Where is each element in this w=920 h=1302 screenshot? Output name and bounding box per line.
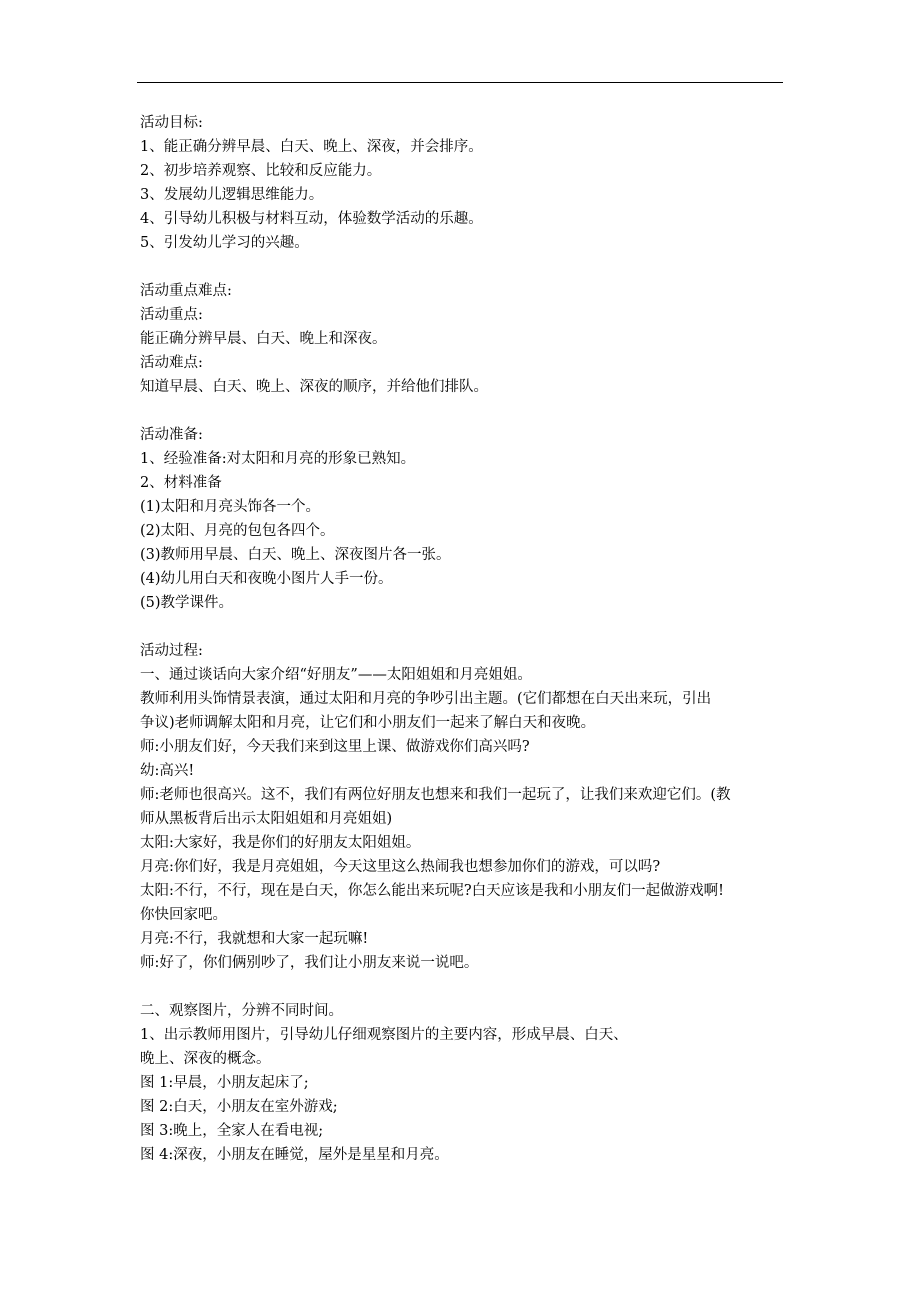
section-activity-goals [140,111,790,255]
paragraph-spacer [140,615,790,639]
text-line: 5、引发幼儿学习的兴趣。 [140,235,309,251]
text-line: 活动难点: [140,355,203,371]
document-body [140,111,790,1167]
text-line: 图 3:晚上，全家人在看电视; [140,1123,324,1139]
text-line: 争议)老师调解太阳和月亮，让它们和小朋友们一起来了解白天和夜晚。 [140,715,596,731]
text-line: 2、初步培养观察、比较和反应能力。 [140,163,382,179]
header-rule [137,82,783,83]
text-line: 1、出示教师用图片，引导幼儿仔细观察图片的主要内容，形成早晨、白天、 [140,1027,628,1043]
text-line: 师从黑板背后出示太阳姐姐和月亮姐姐) [140,811,393,827]
text-line: 能正确分辨早晨、白天、晚上和深夜。 [140,331,387,347]
text-line: 晚上、深夜的概念。 [140,1051,271,1067]
section-heading: 活动重点难点: [140,283,232,299]
section-heading: 活动过程: [140,643,203,659]
section-process [140,639,790,975]
paragraph-spacer [140,399,790,423]
text-line: 知道早晨、白天、晚上、深夜的顺序，并给他们排队。 [140,379,488,395]
text-line: 师:小朋友们好，今天我们来到这里上课、做游戏你们高兴吗? [140,739,530,755]
text-line: 太阳:大家好，我是你们的好朋友太阳姐姐。 [140,835,421,851]
text-line: 图 1:早晨，小朋友起床了; [140,1075,309,1091]
text-line: 2、材料准备 [140,475,222,491]
text-line: (1)太阳和月亮头饰各一个。 [140,499,321,515]
section-heading: 活动准备: [140,427,203,443]
text-line: 你快回家吧。 [140,907,227,923]
text-line: 月亮:不行，我就想和大家一起玩嘛! [140,931,369,947]
text-line: 师:老师也很高兴。这不，我们有两位好朋友也想来和我们一起玩了，让我们来欢迎它们。(教 [140,787,731,803]
text-line: 教师利用头饰情景表演，通过太阳和月亮的争吵引出主题。(它们都想在白天出来玩，引出 [140,691,712,707]
text-line: 4、引导幼儿积极与材料互动，体验数学活动的乐趣。 [140,211,483,227]
section-preparation [140,423,790,615]
paragraph-spacer [140,975,790,999]
text-line: 一、通过谈话向大家介绍“好朋友”——太阳姐姐和月亮姐姐。 [140,667,532,683]
text-line: (2)太阳、月亮的包包各四个。 [140,523,335,539]
section-heading: 活动目标: [140,115,203,131]
text-line: 图 4:深夜，小朋友在睡觉，屋外是星星和月亮。 [140,1147,449,1163]
section-key-points [140,279,790,399]
section-observe-pictures [140,999,790,1167]
text-line: 太阳:不行，不行，现在是白天，你怎么能出来玩呢?白天应该是我和小朋友们一起做游戏啊! [140,883,724,899]
paragraph-spacer [140,255,790,279]
text-line: 1、能正确分辨早晨、白天、晚上、深夜，并会排序。 [140,139,483,155]
text-line: (3)教师用早晨、白天、晚上、深夜图片各一张。 [140,547,451,563]
text-line: (4)幼儿用白天和夜晚小图片人手一份。 [140,571,393,587]
text-line: 师:好了，你们俩别吵了，我们让小朋友来说一说吧。 [140,955,479,971]
text-line: 幼:高兴! [140,763,195,779]
text-line: 1、经验准备:对太阳和月亮的形象已熟知。 [140,451,416,467]
section-heading: 二、观察图片，分辨不同时间。 [140,1003,343,1019]
text-line: 活动重点: [140,307,203,323]
text-line: 月亮:你们好，我是月亮姐姐，今天这里这么热闹我也想参加你们的游戏，可以吗? [140,859,661,875]
text-line: (5)教学课件。 [140,595,234,611]
text-line: 图 2:白天，小朋友在室外游戏; [140,1099,338,1115]
text-line: 3、发展幼儿逻辑思维能力。 [140,187,324,203]
